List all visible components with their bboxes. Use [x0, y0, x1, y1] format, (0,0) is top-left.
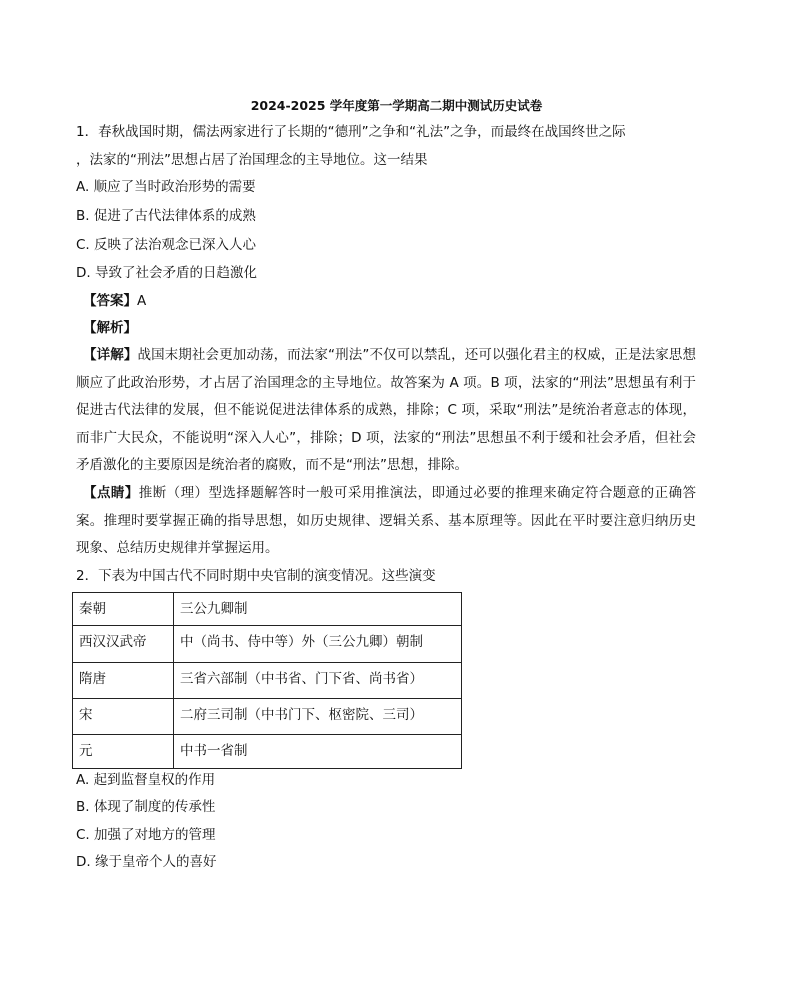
- q1-detail-paragraph: [76, 342, 696, 480]
- q1-answer: [83, 291, 146, 311]
- q1-stem-line2: ，法家的“刑法”思想占居了治国理念的主导地位。这一结果: [76, 152, 428, 168]
- table-row: [73, 593, 462, 626]
- table-cell-system: 中书一省制: [174, 735, 462, 769]
- tip-text: 推断（理）型选择题解答时一般可采用推演法，即通过必要的推理来确定符合题意的正确答案。推理时要掌握正确的指导思想，如历史规律、逻辑关系、基本原理等。因此在平时要注意归纳历史现象、总结历史规律并掌握运用。: [76, 485, 697, 556]
- q2-option-b: B. 体现了制度的传承性: [76, 799, 216, 815]
- q1-analysis-label: [83, 318, 137, 338]
- official-system-table: [72, 592, 462, 769]
- answer-label: 【答案】: [83, 293, 137, 309]
- detail-text: 战国末期社会更加动荡，而法家“刑法”不仅可以禁乱，还可以强化君主的权威，正是法家思想顺应了此政治形势，才占居了治国理念的主导地位。故答案为 A 项。B 项，法家的“刑法”思想虽有利于促进古代法律的发展，但不能说促进法律体系的成熟，排除；C 项，采取“刑法”是统治者意志的体现，而非广大民众，不能说明“深入人心”，排除；D 项，法家的“刑法”思想虽不利于缓和社会矛盾，但社会矛盾激化的主要原因是统治者的腐败，而不是“刑法”思想，排除。: [76, 347, 696, 473]
- q1-option-d: D. 导致了社会矛盾的日趋激化: [76, 265, 257, 281]
- q2-option-a: A. 起到监督皇权的作用: [76, 772, 216, 788]
- q2-option-c: C. 加强了对地方的管理: [76, 827, 216, 843]
- tip-label: 【点睛】: [83, 485, 139, 501]
- q2-option-d: D. 缘于皇帝个人的喜好: [76, 854, 217, 870]
- table-row: [73, 735, 462, 769]
- analysis-label: 【解析】: [83, 320, 137, 336]
- table-cell-system: 二府三司制（中书门下、枢密院、三司）: [174, 699, 462, 735]
- q1-option-c: C. 反映了法治观念已深入人心: [76, 237, 257, 253]
- answer-value: A: [137, 293, 147, 309]
- table-cell-period: 元: [73, 735, 174, 769]
- detail-label: 【详解】: [83, 347, 138, 363]
- table-cell-period: 隋唐: [73, 663, 174, 699]
- q1-option-a: A. 顺应了当时政治形势的需要: [76, 179, 256, 195]
- table-cell-system: 三公九卿制: [174, 593, 462, 626]
- exam-title: 2024-2025 学年度第一学期高二期中测试历史试卷: [250, 98, 543, 113]
- table-cell-system: 中（尚书、侍中等）外（三公九卿）朝制: [174, 626, 462, 663]
- q1-tip-paragraph: [76, 480, 696, 563]
- q2-stem: 2．下表为中国古代不同时期中央官制的演变情况。这些演变: [76, 568, 436, 584]
- table-row: [73, 699, 462, 735]
- q1-option-b: B. 促进了古代法律体系的成熟: [76, 208, 256, 224]
- table-cell-period: 宋: [73, 699, 174, 735]
- table-cell-system: 三省六部制（中书省、门下省、尚书省）: [174, 663, 462, 699]
- table-cell-period: 西汉汉武帝: [73, 626, 174, 663]
- table-cell-period: 秦朝: [73, 593, 174, 626]
- table-row: [73, 626, 462, 663]
- q1-stem-line1: 1．春秋战国时期，儒法两家进行了长期的“德刑”之争和“礼法”之争，而最终在战国终世之际: [76, 124, 626, 140]
- table-row: [73, 663, 462, 699]
